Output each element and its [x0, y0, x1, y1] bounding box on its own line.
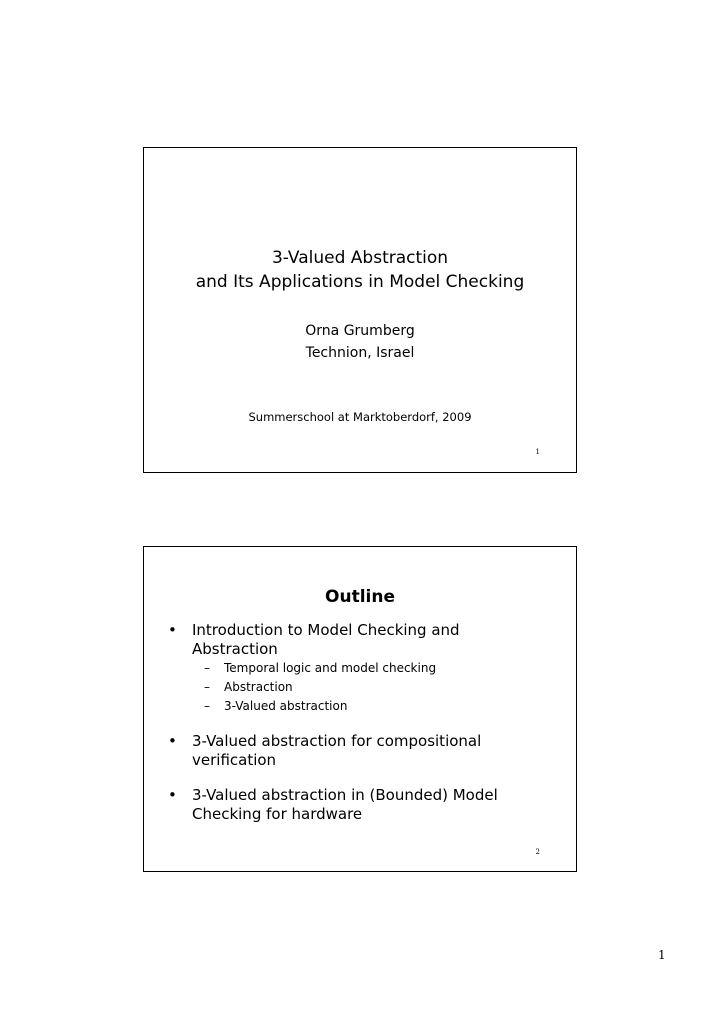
dash-icon: –: [204, 680, 210, 694]
event-text: Summerschool at Marktoberdorf, 2009: [248, 410, 472, 424]
author-name: Orna Grumberg: [305, 323, 415, 339]
bullet-text-line: Abstraction: [192, 640, 278, 658]
sub-item: [192, 697, 558, 716]
sub-item: [192, 659, 558, 678]
slide-1-number: 1: [535, 448, 540, 456]
bullet-text-line: Introduction to Model Checking and: [192, 621, 460, 639]
bullet-text-line: verification: [192, 751, 277, 769]
slide-2-number: 2: [535, 848, 540, 856]
author-block: [144, 320, 576, 364]
bullet-icon: •: [168, 786, 177, 804]
list-item: [168, 621, 558, 716]
outline-title: Outline: [325, 587, 395, 607]
slide-1: [143, 147, 577, 473]
dash-icon: –: [204, 661, 210, 675]
list-item: [168, 786, 558, 824]
sub-item-text: Temporal logic and model checking: [224, 661, 437, 675]
outline-list: [168, 621, 558, 840]
sub-item-text: Abstraction: [224, 680, 293, 694]
page-number: 1: [658, 948, 666, 962]
slide-2: [143, 546, 577, 872]
bullet-icon: •: [168, 732, 177, 750]
bullet-icon: •: [168, 621, 177, 639]
sub-item-text: 3-Valued abstraction: [224, 699, 348, 713]
title-line-1: 3-Valued Abstraction: [271, 248, 449, 268]
bullet-text-line: 3-Valued abstraction for compositional: [192, 732, 482, 750]
author-affiliation: Technion, Israel: [305, 345, 415, 361]
sub-list: [192, 659, 558, 716]
bullet-text-line: 3-Valued abstraction in (Bounded) Model: [192, 786, 498, 804]
bullet-text-line: Checking for hardware: [192, 805, 363, 823]
slide-1-title: [144, 246, 576, 294]
dash-icon: –: [204, 699, 210, 713]
sub-item: [192, 678, 558, 697]
list-item: [168, 732, 558, 770]
title-line-2: and Its Applications in Model Checking: [195, 272, 525, 292]
